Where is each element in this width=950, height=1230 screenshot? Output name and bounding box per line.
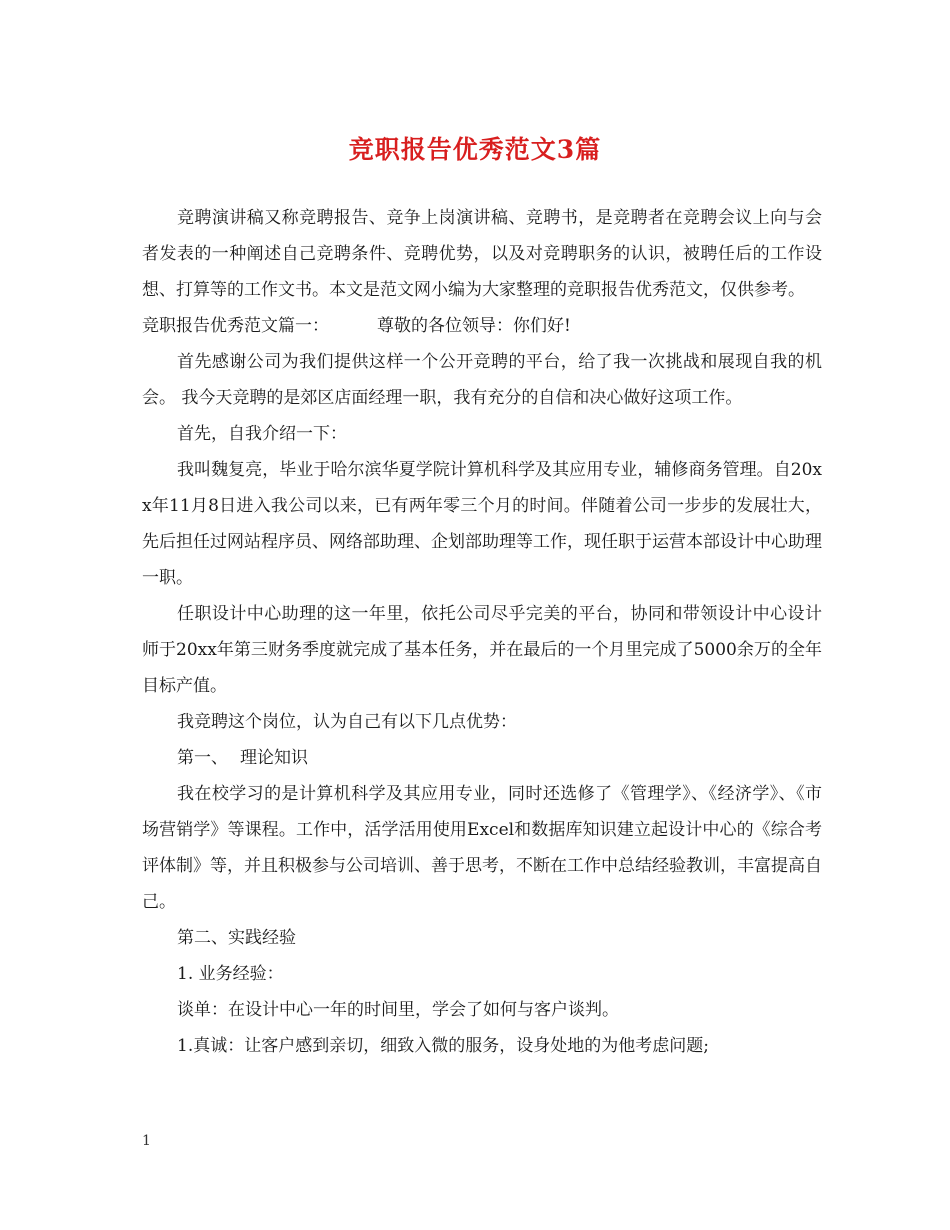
paragraph: 任职设计中心助理的这一年里，依托公司尽乎完美的平台，协同和带领设计中心设计师于20xx年第三财务季度就完成了基本任务，并在最后的一个月里完成了5000余万的全年目标产值。 (142, 604, 822, 696)
paragraph: 我叫魏复亮，毕业于哈尔滨华夏学院计算机科学及其应用专业，辅修商务管理。自20xx年11月8日进入我公司以来，已有两年零三个月的时间。伴随着公司一步步的发展壮大，先后担任过网站程序员、网络部助理、企划部助理等工作，现任职于运营本部设计中心助理一职。 (142, 460, 822, 588)
paragraph: 1.真诚：让客户感到亲切，细致入微的服务，设身处地的为他考虑问题; (177, 1036, 709, 1056)
paragraph-intro: 竞聘演讲稿又称竞聘报告、竞争上岗演讲稿、竞聘书，是竞聘者在竞聘会议上向与会者发表的一种阐述自己竞聘条件、竞聘优势，以及对竞聘职务的认识，被聘任后的工作设想、打算等的工作文书。本文是范文网小编为大家整理的竞职报告优秀范文，仅供参考。 (142, 208, 822, 300)
document-title: 竞职报告优秀范文3篇 (348, 135, 602, 164)
heading-number: 第一、 (177, 748, 228, 768)
paragraph-heading-one (142, 740, 822, 776)
paragraph: 谈单：在设计中心一年的时间里，学会了如何与客户谈判。 (177, 1000, 619, 1020)
paragraph-greeting (142, 308, 822, 344)
paragraph: 1. 业务经验： (177, 964, 284, 984)
paragraph: 我竞聘这个岗位，认为自己有以下几点优势： (177, 712, 517, 732)
document-body (142, 200, 822, 1064)
page-number: 1 (142, 1133, 151, 1149)
paragraph: 首先，自我介绍一下： (177, 424, 347, 444)
paragraph-heading-two: 第二、实践经验 (177, 928, 296, 948)
paragraph: 首先感谢公司为我们提供这样一个公开竞聘的平台，给了我一次挑战和展现自我的机会。 我今天竞聘的是郊区店面经理一职，我有充分的自信和决心做好这项工作。 (142, 352, 822, 408)
greeting-text: 尊敬的各位领导：你们好! (377, 316, 571, 336)
section-heading: 竞职报告优秀范文篇一： (142, 316, 329, 336)
paragraph: 我在校学习的是计算机科学及其应用专业，同时还选修了《管理学》、《经济学》、《市场营销学》等课程。工作中，活学活用使用Excel和数据库知识建立起设计中心的《综合考评体制》等，并且积极参与公司培训、善于思考，不断在工作中总结经验教训，丰富提高自己。 (142, 784, 822, 912)
heading-label: 理论知识 (240, 748, 308, 768)
